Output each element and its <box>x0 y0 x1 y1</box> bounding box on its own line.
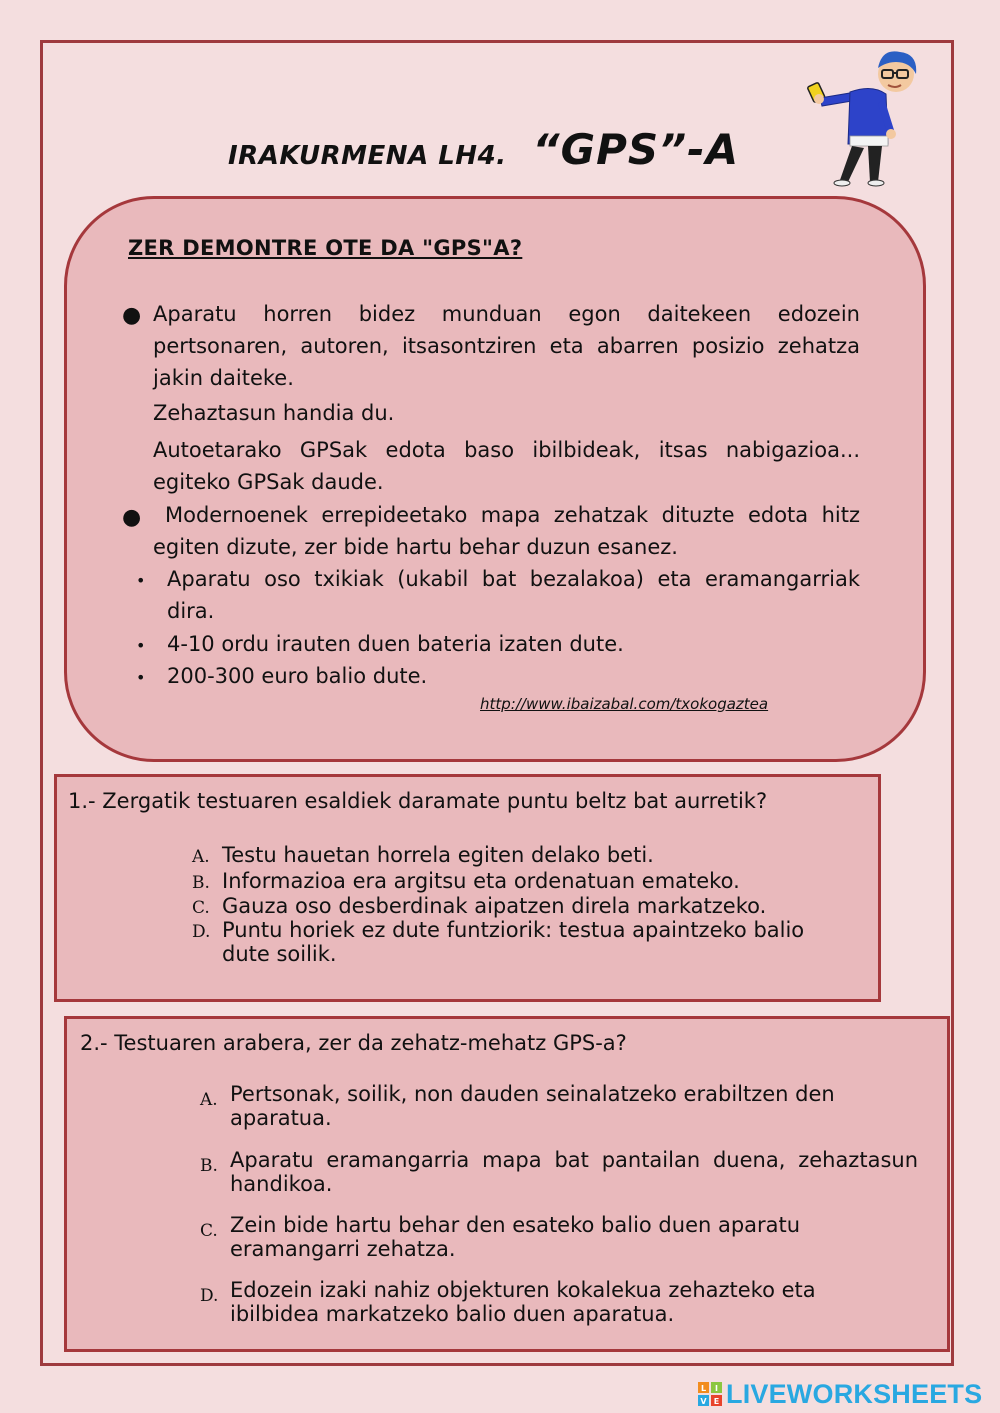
title-reading-level: IRAKURMENA LH4. <box>228 141 507 171</box>
question-1-option-d[interactable] <box>192 918 852 968</box>
option-text: Informazioa era argitsu eta ordenatuan emateko. <box>222 869 740 893</box>
page-title <box>228 125 739 185</box>
brand-name: LIVEWORKSHEETS <box>726 1378 983 1409</box>
option-letter: D. <box>192 922 211 942</box>
info-paragraph-2: Zehaztasun handia du. <box>153 401 395 425</box>
info-paragraph-3: Autoetarako GPSak edota baso ibilbideak, itsas nabigazioa... egiteko GPSak daude. <box>153 438 860 494</box>
bullet-dot: ● <box>122 303 142 328</box>
source-link[interactable]: http://www.ibaizabal.com/txokogaztea <box>480 695 769 713</box>
question-2-option-d[interactable] <box>200 1278 920 1342</box>
option-letter: C. <box>200 1221 218 1241</box>
question-2-option-a[interactable] <box>200 1082 920 1146</box>
option-letter: B. <box>200 1156 218 1176</box>
option-letter: B. <box>192 873 210 893</box>
option-text: Puntu horiek ez dute funtziorik: testua apaintzeko balio dute soilik. <box>222 918 805 966</box>
question-1-option-b[interactable] <box>192 869 852 895</box>
bullet-dot: • <box>136 571 146 590</box>
avatar-illustration <box>800 48 930 188</box>
option-text: Pertsonak, soilik, non dauden seinalatzeko erabiltzen den aparatua. <box>230 1082 835 1130</box>
question-2-option-c[interactable] <box>200 1213 920 1277</box>
info-paragraph-1: Aparatu horren bidez munduan egon daitekeen edozein pertsonaren, autoren, itsasontziren eta abarren posizio zehatza jakin daiteke. <box>153 302 860 390</box>
option-text: Edozein izaki nahiz objekturen kokalekua zehazteko eta ibilbidea markatzeko balio duen aparatua. <box>230 1278 816 1326</box>
info-paragraph-6: 4-10 ordu irauten duen bateria izaten dute. <box>167 632 624 656</box>
logo-letter: V <box>700 1397 707 1406</box>
option-letter: A. <box>192 847 210 867</box>
info-paragraph-4: Modernoenek errepideetako mapa zehatzak dituzte edota hitz egiten dizute, zer bide hartu behar duzun esanez. <box>153 503 860 559</box>
bullet-dot: • <box>136 636 146 655</box>
question-1-option-a[interactable] <box>192 843 852 869</box>
bullet-dot: ● <box>122 505 142 530</box>
info-paragraph-5: Aparatu oso txikiak (ukabil bat bezalakoa) eta eramangarriak dira. <box>167 567 860 623</box>
option-letter: A. <box>200 1090 218 1110</box>
option-text: Aparatu eramangarria mapa bat pantailan duena, zehaztasun handikoa. <box>230 1148 918 1196</box>
option-text: Zein bide hartu behar den esateko balio duen aparatu eramangarri zehatza. <box>230 1213 801 1261</box>
question-2-option-b[interactable] <box>200 1148 920 1212</box>
logo-letter: I <box>715 1384 718 1393</box>
option-text: Testu hauetan horrela egiten delako beti. <box>222 843 654 867</box>
question-1-text: 1.- Zergatik testuaren esaldiek daramate puntu beltz bat aurretik? <box>68 789 768 813</box>
option-text: Gauza oso desberdinak aipatzen direla markatzeko. <box>222 894 767 918</box>
logo-letter: E <box>713 1397 720 1406</box>
logo-letter: L <box>700 1384 707 1393</box>
bullet-dot: • <box>136 668 146 687</box>
question-1-option-c[interactable] <box>192 894 852 920</box>
option-letter: D. <box>200 1286 219 1306</box>
info-heading: ZER DEMONTRE OTE DA "GPS"A? <box>128 236 523 260</box>
liveworksheets-brand[interactable] <box>698 1379 982 1409</box>
info-paragraph-7: 200-300 euro balio dute. <box>167 664 428 688</box>
option-letter: C. <box>192 898 210 918</box>
question-2-text: 2.- Testuaren arabera, zer da zehatz-mehatz GPS-a? <box>80 1031 627 1055</box>
liveworksheets-logo-icon <box>698 1382 722 1406</box>
title-topic: “GPS”-A <box>532 125 740 174</box>
